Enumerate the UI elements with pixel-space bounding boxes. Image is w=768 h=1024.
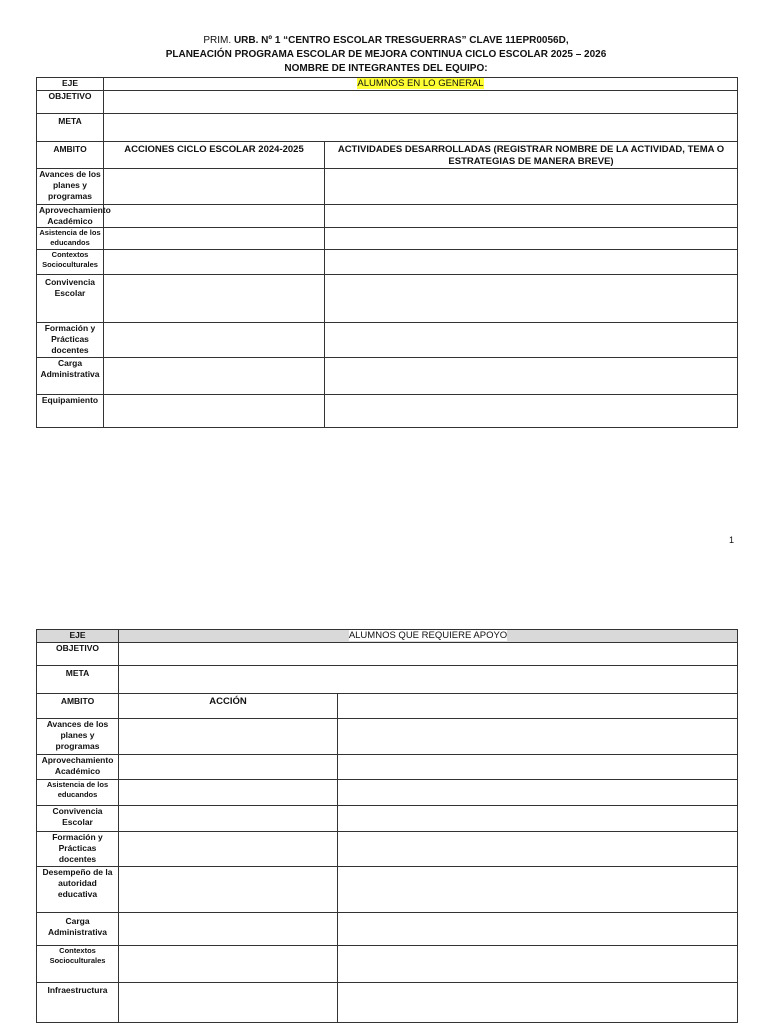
acciones-column-header: ACCIONES CICLO ESCOLAR 2024-2025 [104,142,325,169]
planning-table-general [36,77,738,428]
table-row [37,867,738,913]
objetivo-label: OBJETIVO [37,643,119,666]
acciones-cell[interactable] [104,228,325,250]
table-row [37,755,738,780]
table-row [37,832,738,867]
objetivo-row [37,643,738,666]
actividades-cell[interactable] [325,169,738,205]
ambito-row-label: Formación y Prácticas docentes [37,832,119,867]
ambito-row-label: Formación y Prácticas docentes [37,323,104,358]
ambito-row-label: Avances de los planes y programas [37,719,119,755]
actividades-column-header: ACTIVIDADES DESARROLLADAS (REGISTRAR NOMBRE DE LA ACTIVIDAD, TEMA O ESTRATEGIAS DE MANERA BREVE) [325,142,738,169]
header-line-3: NOMBRE DE INTEGRANTES DEL EQUIPO: [284,63,488,74]
accion-cell[interactable] [119,832,338,867]
ambito-row-label: Equipamiento [37,395,104,428]
detail-cell[interactable] [338,780,738,806]
eje-row [37,630,738,643]
ambito-row-label: Contextos Socioculturales [37,250,104,275]
table-row [37,719,738,755]
table-row [37,205,738,228]
acciones-cell[interactable] [104,205,325,228]
detail-cell[interactable] [338,755,738,780]
table-row [37,780,738,806]
ambito-header-row [37,142,738,169]
detail-cell[interactable] [338,913,738,946]
accion-cell[interactable] [119,867,338,913]
actividades-cell[interactable] [325,228,738,250]
accion-cell[interactable] [119,780,338,806]
meta-input[interactable] [119,666,738,694]
table-row [37,983,738,1023]
detail-cell[interactable] [338,946,738,983]
accion-column-header: ACCIÓN [119,694,338,719]
objetivo-label: OBJETIVO [37,91,104,114]
detail-cell[interactable] [338,806,738,832]
eje-value-cell[interactable] [119,630,738,643]
accion-cell[interactable] [119,755,338,780]
objetivo-row [37,91,738,114]
ambito-row-label: Desempeño de la autoridad educativa [37,867,119,913]
table-row [37,946,738,983]
actividades-cell[interactable] [325,323,738,358]
acciones-cell[interactable] [104,395,325,428]
document-header [36,34,736,76]
table-row [37,323,738,358]
accion-cell[interactable] [119,946,338,983]
actividades-cell[interactable] [325,250,738,275]
meta-label: META [37,114,104,142]
meta-row [37,114,738,142]
page-number: 1 [728,535,734,545]
school-name: URB. Nº 1 “CENTRO ESCOLAR TRESGUERRAS” CLAVE 11EPR0056D, [233,35,569,46]
acciones-cell[interactable] [104,250,325,275]
ambito-row-label: Carga Administrativa [37,358,104,395]
actividades-cell[interactable] [325,395,738,428]
detail-cell[interactable] [338,983,738,1023]
table-row [37,250,738,275]
table-row [37,806,738,832]
detail-cell[interactable] [338,719,738,755]
ambito-row-label: Infraestructura [37,983,119,1023]
ambito-row-label: Avances de los planes y programas [37,169,104,205]
objetivo-input[interactable] [119,643,738,666]
eje-row [37,78,738,91]
ambito-label: AMBITO [37,142,104,169]
acciones-cell[interactable] [104,169,325,205]
eje-label: EJE [37,630,119,643]
ambito-row-label: Asistencia de los educandos [37,780,119,806]
meta-label: META [37,666,119,694]
actividades-cell[interactable] [325,205,738,228]
header-line-2: PLANEACIÓN PROGRAMA ESCOLAR DE MEJORA CONTINUA CICLO ESCOLAR 2025 – 2026 [165,49,607,60]
table-row [37,358,738,395]
ambito-row-label: Convivencia Escolar [37,275,104,323]
ambito-label: AMBITO [37,694,119,719]
ambito-row-label: Aprovechamiento Académico [37,755,119,780]
table-row [37,169,738,205]
acciones-cell[interactable] [104,275,325,323]
header-line-1 [36,34,736,48]
ambito-row-label: Aprovechamiento Académico [37,205,104,228]
meta-row [37,666,738,694]
accion-cell[interactable] [119,719,338,755]
ambito-row-label: Convivencia Escolar [37,806,119,832]
table-row [37,275,738,323]
accion-cell[interactable] [119,913,338,946]
detail-cell[interactable] [338,832,738,867]
acciones-cell[interactable] [104,323,325,358]
accion-cell[interactable] [119,983,338,1023]
acciones-cell[interactable] [104,358,325,395]
ambito-row-label: Contextos Socioculturales [37,946,119,983]
accion-cell[interactable] [119,806,338,832]
objetivo-input[interactable] [104,91,738,114]
detail-cell[interactable] [338,867,738,913]
empty-column-header[interactable] [338,694,738,719]
ambito-row-label: Carga Administrativa [37,913,119,946]
eje-value-cell[interactable] [104,78,738,91]
eje-label: EJE [37,78,104,91]
header-prefix: PRIM. [203,35,232,46]
table-row [37,913,738,946]
ambito-row-label: Asistencia de los educandos [37,228,104,250]
meta-input[interactable] [104,114,738,142]
actividades-cell[interactable] [325,275,738,323]
ambito-header-row [37,694,738,719]
eje-value: ALUMNOS EN LO GENERAL [357,78,484,89]
planning-table-support [36,629,738,1023]
table-row [37,395,738,428]
actividades-cell[interactable] [325,358,738,395]
table-row [37,228,738,250]
eje-value: ALUMNOS QUE REQUIERE APOYO [348,630,508,641]
